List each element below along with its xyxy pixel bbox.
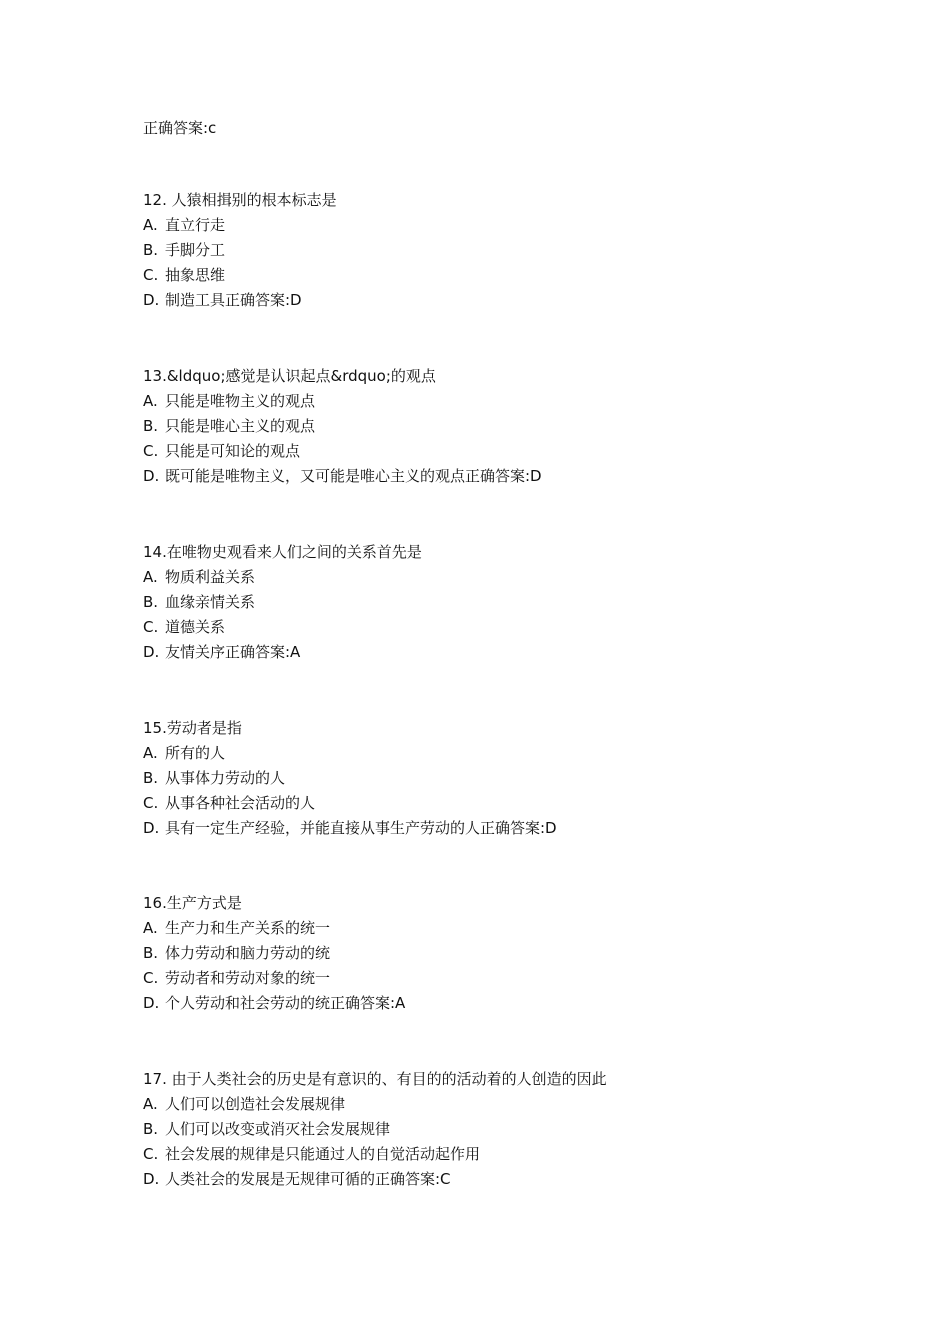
question-stem: 17. 由于人类社会的历史是有意识的、有目的的活动着的人创造的因此 <box>143 1070 607 1088</box>
option-text: 抽象思维 <box>165 266 226 284</box>
option-line <box>143 264 225 286</box>
option-letter: C. <box>143 442 159 460</box>
option-letter: B. <box>143 593 159 611</box>
question-stem: 15.劳动者是指 <box>143 719 242 737</box>
option-letter: D. <box>143 819 160 837</box>
option-line <box>143 289 302 311</box>
option-letter: D. <box>143 467 160 485</box>
option-letter: B. <box>143 241 159 259</box>
option-letter: B. <box>143 769 159 787</box>
option-line <box>143 917 330 939</box>
option-letter: D. <box>143 1170 160 1188</box>
option-text: 从事体力劳动的人 <box>165 769 286 787</box>
question-stem: 14.在唯物史观看来人们之间的关系首先是 <box>143 543 422 561</box>
option-text: 道德关系 <box>165 618 226 636</box>
option-letter: A. <box>143 919 158 937</box>
option-text: 从事各种社会活动的人 <box>165 794 316 812</box>
option-text: 生产力和生产关系的统一 <box>165 919 331 937</box>
answer-text: 正确答案:c <box>143 119 217 137</box>
option-text: 直立行走 <box>165 216 226 234</box>
option-letter: A. <box>143 216 158 234</box>
option-text: 社会发展的规律是只能通过人的自觉活动起作用 <box>165 1145 481 1163</box>
option-text: 只能是唯物主义的观点 <box>165 392 316 410</box>
option-line <box>143 616 225 638</box>
option-letter: D. <box>143 994 160 1012</box>
option-letter: C. <box>143 969 159 987</box>
option-line <box>143 942 330 964</box>
option-line <box>143 792 315 814</box>
option-line <box>143 591 255 613</box>
option-text: 个人劳动和社会劳动的统正确答案:A <box>165 994 406 1012</box>
option-line <box>143 214 225 236</box>
option-line <box>143 1168 451 1190</box>
option-line <box>143 641 300 663</box>
option-letter: D. <box>143 643 160 661</box>
question-stem: 12. 人猿相揖别的根本标志是 <box>143 191 337 209</box>
option-line <box>143 415 315 437</box>
option-text: 物质利益关系 <box>165 568 256 586</box>
option-text: 手脚分工 <box>165 241 226 259</box>
option-line <box>143 817 557 839</box>
option-text: 既可能是唯物主义，又可能是唯心主义的观点正确答案:D <box>165 467 542 485</box>
option-text: 人们可以创造社会发展规律 <box>165 1095 346 1113</box>
option-letter: A. <box>143 392 158 410</box>
option-letter: D. <box>143 291 160 309</box>
option-text: 只能是可知论的观点 <box>165 442 301 460</box>
option-text: 人类社会的发展是无规律可循的正确答案:C <box>165 1170 451 1188</box>
option-text: 制造工具正确答案:D <box>165 291 302 309</box>
option-text: 体力劳动和脑力劳动的统 <box>165 944 331 962</box>
option-line <box>143 992 405 1014</box>
option-line <box>143 390 315 412</box>
option-text: 血缘亲情关系 <box>165 593 256 611</box>
option-line <box>143 967 330 989</box>
option-letter: A. <box>143 744 158 762</box>
option-line <box>143 1143 480 1165</box>
question-stem: 16.生产方式是 <box>143 894 242 912</box>
option-text: 劳动者和劳动对象的统一 <box>165 969 331 987</box>
option-line <box>143 742 225 764</box>
option-line <box>143 465 542 487</box>
option-letter: C. <box>143 266 159 284</box>
option-line <box>143 1118 390 1140</box>
option-text: 友情关序正确答案:A <box>165 643 301 661</box>
option-text: 所有的人 <box>165 744 226 762</box>
option-letter: B. <box>143 417 159 435</box>
option-line <box>143 440 300 462</box>
option-text: 具有一定生产经验，并能直接从事生产劳动的人正确答案:D <box>165 819 557 837</box>
option-line <box>143 1093 345 1115</box>
option-letter: C. <box>143 1145 159 1163</box>
option-letter: C. <box>143 618 159 636</box>
option-line <box>143 767 285 789</box>
option-text: 只能是唯心主义的观点 <box>165 417 316 435</box>
option-line <box>143 566 255 588</box>
option-letter: A. <box>143 568 158 586</box>
option-letter: C. <box>143 794 159 812</box>
question-stem: 13.&ldquo;感觉是认识起点&rdquo;的观点 <box>143 367 436 385</box>
option-letter: A. <box>143 1095 158 1113</box>
option-text: 人们可以改变或消灭社会发展规律 <box>165 1120 391 1138</box>
option-letter: B. <box>143 944 159 962</box>
option-letter: B. <box>143 1120 159 1138</box>
option-line <box>143 239 225 261</box>
